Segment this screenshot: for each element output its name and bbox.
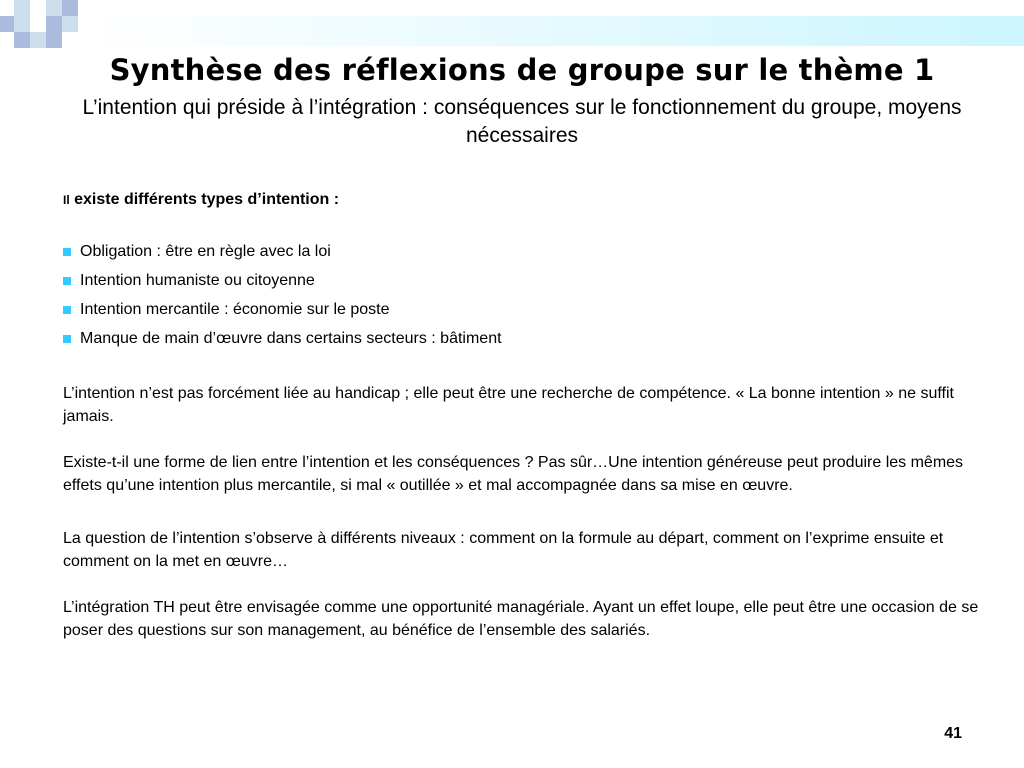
bullet-text: Intention humaniste ou citoyenne <box>80 272 315 289</box>
deco-square <box>62 0 78 16</box>
deco-square <box>46 0 62 16</box>
deco-square <box>62 16 78 32</box>
deco-square <box>46 32 62 48</box>
paragraph: La question de l’intention s’observe à différents niveaux : comment on la formule au départ, comment on l’exprime ensuite et comment on la met en œuvre… <box>63 530 944 570</box>
paragraph: Existe-t-il une forme de lien entre l’intention et les conséquences ? Pas sûr…Une intention généreuse peut produire les mêmes effets qu’une intention plus mercantile, si mal « outillée » et mal accompagnée dans sa mise en œuvre. <box>63 454 964 494</box>
deco-square <box>14 0 30 16</box>
paragraph: L’intégration TH peut être envisagée comme une opportunité managériale. Ayant un effet loupe, elle peut être une occasion de se poser des questions sur son management, au bénéfice de l’ensemble des salariés. <box>63 599 979 639</box>
bullet-item <box>63 266 502 295</box>
square-bullet-icon <box>63 277 71 285</box>
deco-square <box>0 16 14 32</box>
bullet-item <box>63 295 502 324</box>
header-gradient-band <box>78 16 1024 46</box>
intro-prefix: Il <box>63 193 70 207</box>
slide-subtitle: L’intention qui préside à l’intégration : conséquences sur le fonctionnement du groupe, moyens nécessaires <box>82 96 962 147</box>
bullet-item <box>63 237 502 266</box>
intro-text: existe différents types d’intention : <box>74 191 340 208</box>
bullet-text: Obligation : être en règle avec la loi <box>80 243 331 260</box>
intro-line <box>63 189 339 211</box>
deco-square <box>14 32 30 48</box>
slide-title: Synthèse des réflexions de groupe sur le thème 1 <box>109 53 935 87</box>
bullet-text: Intention mercantile : économie sur le poste <box>80 301 390 318</box>
page-number: 41 <box>944 725 962 742</box>
square-bullet-icon <box>63 335 71 343</box>
deco-square <box>30 32 46 48</box>
bullet-item <box>63 324 502 353</box>
square-bullet-icon <box>63 248 71 256</box>
paragraph: L’intention n’est pas forcément liée au handicap ; elle peut être une recherche de compétence. « La bonne intention » ne suffit jamais. <box>63 385 954 425</box>
deco-square <box>46 16 62 32</box>
bullet-list <box>63 237 502 353</box>
square-bullet-icon <box>63 306 71 314</box>
deco-square <box>14 16 30 32</box>
bullet-text: Manque de main d’œuvre dans certains secteurs : bâtiment <box>80 330 502 347</box>
